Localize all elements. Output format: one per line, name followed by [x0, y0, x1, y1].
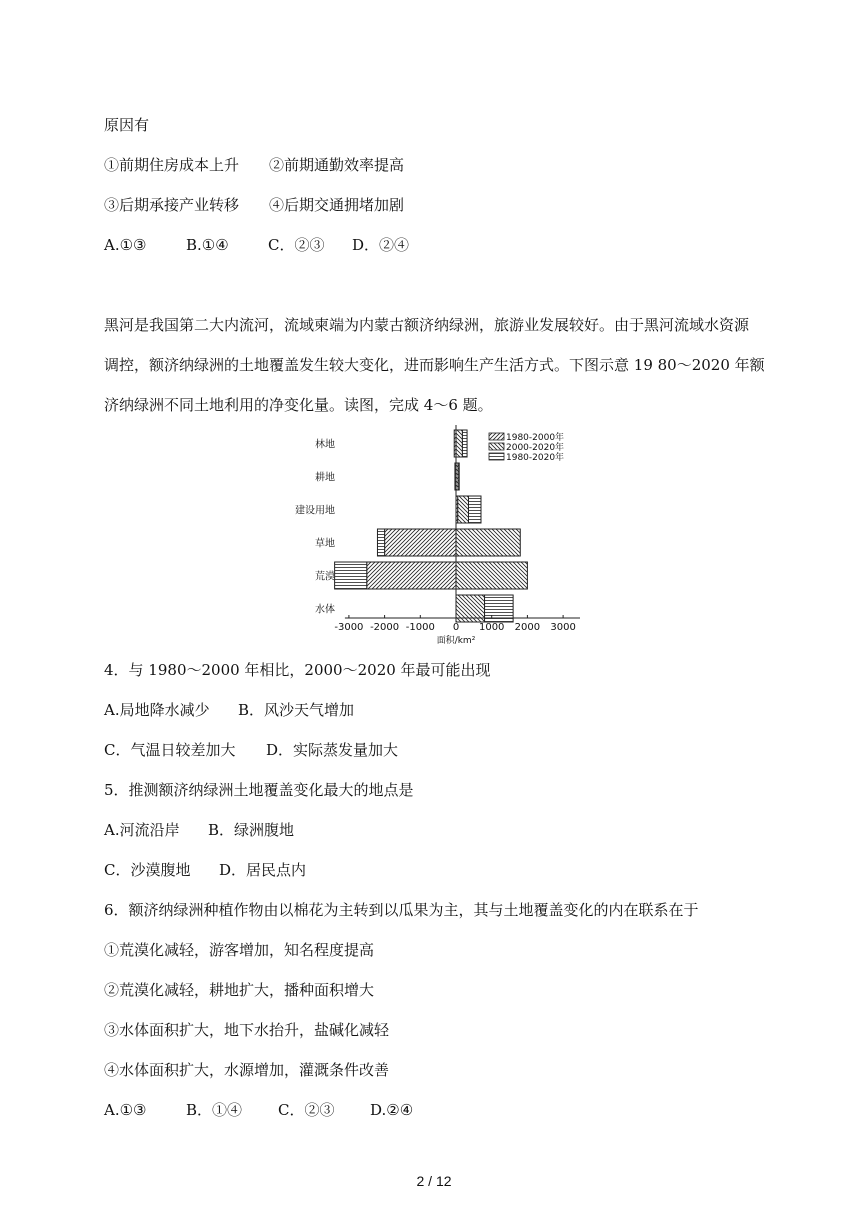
passage-line-1: 黑河是我国第二大内流河，流域柬端为内蒙古额济纳绿洲，旅游业发展较好。由于黑河流域水资源: [104, 316, 750, 334]
q6-choices: [104, 1100, 413, 1120]
q5-choices-row2: [104, 860, 306, 880]
category-label: 荒漠: [315, 571, 335, 583]
legend-label: 1980-2000年: [506, 433, 565, 443]
bar-2-2: [468, 496, 480, 523]
q4-choices-row1: [104, 700, 354, 720]
x-tick-label: -3000: [334, 622, 364, 633]
legend-swatch: [489, 453, 504, 460]
q3-choice-d: D．②④: [352, 236, 410, 254]
q3-option-1: ①前期住房成本上升: [104, 156, 240, 174]
q4-choice-d: D．实际蒸发量加大: [266, 741, 399, 759]
bar-2-1: [458, 463, 459, 490]
x-tick-label: 1000: [478, 622, 505, 633]
bar-1-0: [456, 430, 462, 457]
q4-choices-row2: [104, 740, 398, 760]
category-label: 耕地: [315, 472, 335, 484]
legend-swatch: [489, 433, 504, 440]
q3-options-row2: [104, 195, 404, 215]
q4-choice-a: A.局地降水减少: [104, 701, 210, 719]
q3-option-2: ②前期通勤效率提高: [269, 156, 405, 174]
q3-stem-tail: 原因有: [104, 116, 150, 134]
q5-choices-row1: [104, 820, 294, 840]
x-axis-label: 面积/km²: [436, 636, 476, 646]
bar-2-0: [462, 430, 467, 457]
q4-stem: 4．与 1980～2000 年相比，2000～2020 年最可能出现: [104, 661, 491, 679]
x-tick-label: 2000: [514, 622, 541, 633]
x-tick-label: -2000: [370, 622, 400, 633]
category-label: 林地: [315, 439, 335, 451]
bar-1-4: [456, 562, 527, 589]
q6-option-1: ①荒漠化减轻，游客增加，知名程度提高: [104, 941, 375, 959]
q6-stem: 6．额济纳绿洲种植作物由以棉花为主转到以瓜果为主，其与土地覆盖变化的内在联系在于: [104, 901, 699, 919]
bar-2-4: [335, 562, 367, 589]
q5-choice-b: B．绿洲腹地: [208, 821, 295, 839]
legend-label: 2000-2020年: [506, 443, 565, 453]
q3-choice-a: A.①③: [104, 236, 147, 254]
q3-choice-b: B.①④: [186, 236, 229, 254]
q3-options-row1: [104, 155, 404, 175]
bar-1-3: [456, 529, 520, 556]
q3-choice-c: C．②③: [268, 236, 325, 254]
q6-option-4: ④水体面积扩大，水源增加，灌溉条件改善: [104, 1061, 390, 1079]
q6-choice-d: D.②④: [370, 1101, 414, 1119]
passage-line-2: 调控，额济纳绿洲的土地覆盖发生较大变化，进而影响生产生活方式。下图示意 19 80～2020 年额: [104, 356, 765, 374]
passage-line-3: 济纳绿洲不同土地利用的净变化量。读图，完成 4～6 题。: [104, 396, 493, 414]
bar-2-3: [377, 529, 384, 556]
q3-choices: [104, 235, 409, 255]
q3-option-4: ④后期交通拥堵加剧: [269, 196, 405, 214]
q5-stem: 5．推测额济纳绿洲土地覆盖变化最大的地点是: [104, 781, 414, 799]
legend-swatch: [489, 443, 504, 450]
x-tick-label: 3000: [550, 622, 576, 633]
q6-choice-c: C．②③: [278, 1101, 335, 1119]
q4-choice-c: C．气温日较差加大: [104, 741, 236, 759]
q6-option-3: ③水体面积扩大，地下水抬升，盐碱化减轻: [104, 1021, 390, 1039]
bar-1-2: [458, 496, 469, 523]
legend-label: 1980-2020年: [506, 453, 565, 463]
category-label: 水体: [315, 604, 335, 616]
q6-choice-b: B．①④: [186, 1101, 243, 1119]
x-tick-label: 0: [452, 622, 460, 633]
q5-choice-a: A.河流沿岸: [104, 821, 180, 839]
bar-0-4: [367, 562, 456, 589]
q6-choice-a: A.①③: [104, 1101, 147, 1119]
category-label: 建设用地: [295, 505, 335, 517]
category-label: 草地: [315, 538, 335, 550]
q3-option-3: ③后期承接产业转移: [104, 196, 240, 214]
q5-choice-c: C．沙漠腹地: [104, 861, 191, 879]
q6-option-2: ②荒漠化减轻，耕地扩大，播种面积增大: [104, 981, 375, 999]
land-use-change-chart: [280, 425, 580, 647]
x-tick-label: -1000: [405, 622, 435, 633]
q4-choice-b: B．风沙天气增加: [238, 701, 355, 719]
page-number: 2 / 12: [416, 1173, 452, 1189]
q5-choice-d: D．居民点内: [219, 861, 307, 879]
bar-0-3: [385, 529, 456, 556]
